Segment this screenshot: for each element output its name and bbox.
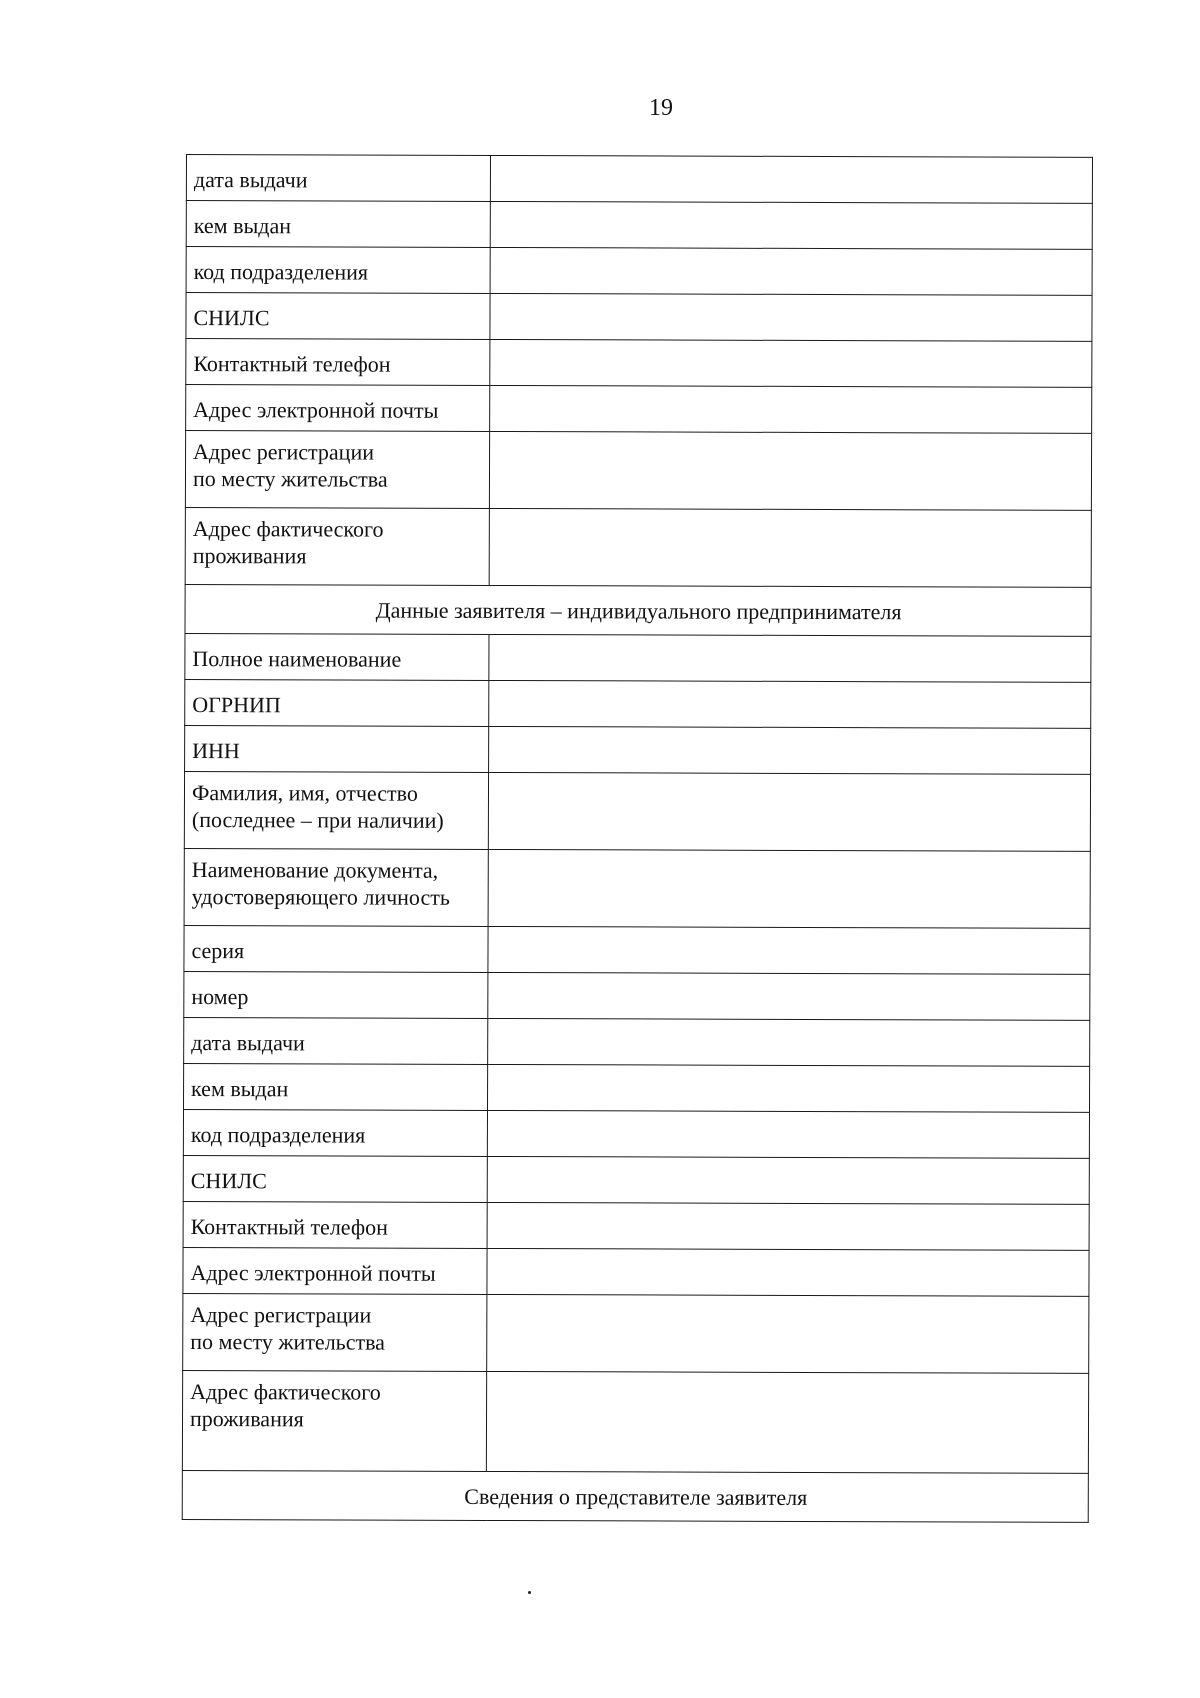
field-label xyxy=(186,201,490,248)
field-label xyxy=(185,431,489,509)
form-row xyxy=(185,431,1091,511)
page-number: 19 xyxy=(649,95,673,121)
field-value-cell[interactable] xyxy=(487,1294,1089,1373)
field-value-cell[interactable] xyxy=(487,1156,1089,1204)
field-value-cell[interactable] xyxy=(490,293,1092,341)
form-row xyxy=(186,339,1092,388)
form-row xyxy=(185,633,1091,682)
field-label-text: дата выдачи xyxy=(191,1030,305,1056)
field-value-cell[interactable] xyxy=(487,1202,1089,1250)
field-label xyxy=(184,971,488,1018)
field-label-text: Контактный телефон xyxy=(193,351,391,377)
field-label xyxy=(186,293,490,340)
field-label xyxy=(185,633,489,680)
field-label-text: Адрес регистрации по месту жительства xyxy=(190,1302,386,1355)
field-value-cell[interactable] xyxy=(487,1064,1089,1112)
field-label-text: Адрес электронной почты xyxy=(190,1260,436,1286)
field-value-cell[interactable] xyxy=(487,1110,1089,1158)
form-row xyxy=(183,1201,1089,1250)
field-label-text: кем выдан xyxy=(193,213,292,239)
field-value-cell[interactable] xyxy=(490,201,1092,249)
field-label xyxy=(186,385,490,432)
form-row xyxy=(184,771,1090,851)
field-label-text: серия xyxy=(191,938,245,964)
form-row xyxy=(186,385,1092,434)
field-label xyxy=(186,339,490,386)
form-row xyxy=(186,293,1092,342)
form-row xyxy=(185,725,1091,774)
field-value-cell[interactable] xyxy=(490,339,1092,387)
form-table-body xyxy=(182,155,1092,1523)
field-value-cell[interactable] xyxy=(489,680,1091,728)
field-value-cell[interactable] xyxy=(488,849,1090,928)
field-value-cell[interactable] xyxy=(488,1018,1090,1066)
form-row xyxy=(184,1017,1090,1066)
field-label xyxy=(184,925,488,972)
field-label-text: СНИЛС xyxy=(190,1168,267,1194)
field-label-text: номер xyxy=(191,984,249,1010)
field-label-text: код подразделения xyxy=(190,1122,366,1148)
form-row xyxy=(186,155,1092,204)
section-header-row xyxy=(185,584,1091,636)
field-label xyxy=(183,1201,487,1248)
field-label xyxy=(184,771,488,849)
applicant-data-form-table xyxy=(182,154,1093,1523)
field-value-cell[interactable] xyxy=(489,431,1091,510)
form-row xyxy=(184,971,1090,1020)
form-row xyxy=(185,507,1091,587)
form-row xyxy=(183,1063,1089,1112)
field-label xyxy=(186,247,490,294)
field-value-cell[interactable] xyxy=(486,1371,1088,1473)
field-label-text: код подразделения xyxy=(193,259,369,285)
field-label-text: Фамилия, имя, отчество (последнее – при наличии) xyxy=(191,780,444,833)
field-label xyxy=(183,1155,487,1202)
form-row xyxy=(183,1109,1089,1158)
section-header: Данные заявителя – индивидуального предпринимателя xyxy=(185,584,1091,636)
field-label-text: Адрес регистрации по месту жительства xyxy=(192,439,388,492)
field-label xyxy=(183,1293,487,1371)
field-value-cell[interactable] xyxy=(487,1248,1089,1296)
field-label xyxy=(184,848,488,926)
field-label xyxy=(185,725,489,772)
field-label-text: Адрес фактического проживания xyxy=(192,516,384,569)
field-value-cell[interactable] xyxy=(488,926,1090,974)
field-label-text: ИНН xyxy=(192,738,240,764)
field-value-cell[interactable] xyxy=(490,247,1092,295)
field-label-text: кем выдан xyxy=(191,1076,289,1102)
field-label-text: Полное наименование xyxy=(192,646,402,672)
section-header-row xyxy=(182,1470,1088,1522)
field-label-text: Адрес фактического проживания xyxy=(189,1379,381,1432)
form-row xyxy=(184,925,1090,974)
form-row xyxy=(183,1293,1089,1373)
form-row xyxy=(186,201,1092,250)
field-label xyxy=(183,1063,487,1110)
field-value-cell[interactable] xyxy=(488,772,1090,851)
form-row xyxy=(182,1370,1088,1473)
field-label xyxy=(183,1247,487,1294)
field-label-text: дата выдачи xyxy=(193,167,308,193)
form-row xyxy=(183,1247,1089,1296)
field-value-cell[interactable] xyxy=(489,726,1091,774)
field-value-cell[interactable] xyxy=(490,385,1092,433)
field-label-text: Контактный телефон xyxy=(190,1214,388,1240)
section-header: Сведения о представителе заявителя xyxy=(182,1470,1088,1522)
field-value-cell[interactable] xyxy=(488,972,1090,1020)
field-label-text: Адрес электронной почты xyxy=(193,397,439,423)
field-label xyxy=(184,1017,488,1064)
scan-speck xyxy=(528,1591,531,1594)
field-label-text: СНИЛС xyxy=(193,305,270,331)
field-label xyxy=(185,679,489,726)
field-label-text: Наименование документа, удостоверяющего личность xyxy=(191,857,450,910)
field-label xyxy=(182,1370,486,1471)
field-value-cell[interactable] xyxy=(490,155,1092,203)
field-label xyxy=(185,507,489,585)
field-label xyxy=(186,155,490,202)
field-label-text: ОГРНИП xyxy=(192,692,281,718)
field-label xyxy=(183,1109,487,1156)
form-row xyxy=(184,848,1090,928)
field-value-cell[interactable] xyxy=(489,508,1091,587)
field-value-cell[interactable] xyxy=(489,634,1091,682)
form-row xyxy=(185,679,1091,728)
form-row xyxy=(183,1155,1089,1204)
form-row xyxy=(186,247,1092,296)
